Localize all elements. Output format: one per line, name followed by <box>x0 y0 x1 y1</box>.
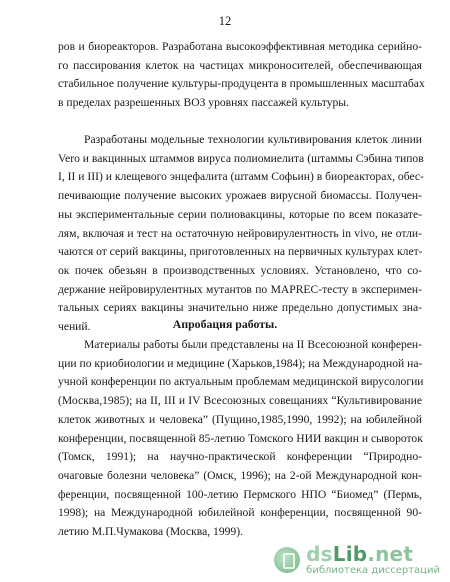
text-line: чений. <box>58 320 91 334</box>
text-line: в пределах разрешенных ВОЗ уровнях пассажей культуры. <box>58 96 349 110</box>
text-line: ок почек обезьян в производственных условиях. Установлено, что со- <box>58 263 422 277</box>
text-line: учной конференции по актуальным проблемам медицинской вирусологии <box>58 375 424 389</box>
text-line: ров и биореакторов. Разработана высокоэффективная методика серийно- <box>58 40 422 53</box>
text-line: лям, включая и тест на остаточную нейровирулентность in vivo, не отли- <box>58 226 422 240</box>
text-line: клеток животных и человека” (Пущино,1985,1990, 1992); на юбилейной <box>58 412 422 426</box>
text-line: (Томск, 1991); на научно-практической конференции “Природно- <box>58 450 422 464</box>
text-line: I, II и III) и клещевого энцефалита (штамм Софьин) в биореакторах, обес- <box>58 170 424 184</box>
text-line: тальных сериях вакцины значительно ниже предельно допустимых зна- <box>58 301 422 315</box>
section-heading: Апробация работы. <box>172 317 278 331</box>
text-line: Материалы работы были представлены на II Всесоюзной конферен- <box>84 338 422 351</box>
text-line: (Москва,1985); на II, III и IV Всесоюзных совещаниях “Культивирование <box>58 394 422 408</box>
page-number: 12 <box>218 14 232 28</box>
book-logo-icon <box>274 547 300 573</box>
watermark-text <box>306 544 440 576</box>
text-line: печивающие получение высоких урожаев вирусной биомассы. Получен- <box>58 189 422 203</box>
paragraph-production-method <box>58 38 425 113</box>
text-line: ны экспериментальные серии полиовакцины, которые по всем показате- <box>58 207 422 221</box>
text-line: ции по криобиологии и медицине (Харьков,1984); на Международной на- <box>58 356 423 370</box>
watermark-site <box>306 544 440 564</box>
text-line: конференции, посвященной 85-летию Томского НИИ вакцин и сывороток <box>58 431 423 445</box>
paragraph-model-technologies <box>58 131 422 337</box>
watermark <box>274 544 440 576</box>
text-line: очаговые болезни человека” (Омск, 1996); на 2-ой Международной кон- <box>58 468 422 482</box>
text-line: Разработаны модельные технологии культивирования клеток линии <box>84 133 422 146</box>
watermark-site-net: .net <box>367 542 414 566</box>
watermark-site-ds: ds <box>306 542 333 566</box>
text-line: Vero и вакцинных штаммов вируса полиомиелита (штаммы Сэбина типов <box>58 151 424 165</box>
text-line: 1998); на Международной юбилейной конференции, посвященной 90- <box>58 506 422 520</box>
watermark-site-lib: Lib <box>332 542 368 566</box>
text-line: го пассирования клеток на частицах микроносителей, обеспечивающая <box>58 58 422 72</box>
text-line: летию М.П.Чумакова (Москва, 1999). <box>58 525 243 539</box>
text-line: стабильное получение культуры-продуцента в промышленных масштабах <box>58 77 425 91</box>
text-line: чаются от серий вакцины, приготовленных на первичных культурах клет- <box>58 245 423 259</box>
watermark-caption: библиотека диссертаций <box>306 565 440 576</box>
paragraph-approbation <box>58 336 422 542</box>
text-line: ференции, посвященной 100-летию Пермского НПО “Биомед” (Пермь, <box>58 487 422 501</box>
text-line: держание нейровирулентных мутантов по MAPREC-тесту в эксперимен- <box>58 282 422 296</box>
